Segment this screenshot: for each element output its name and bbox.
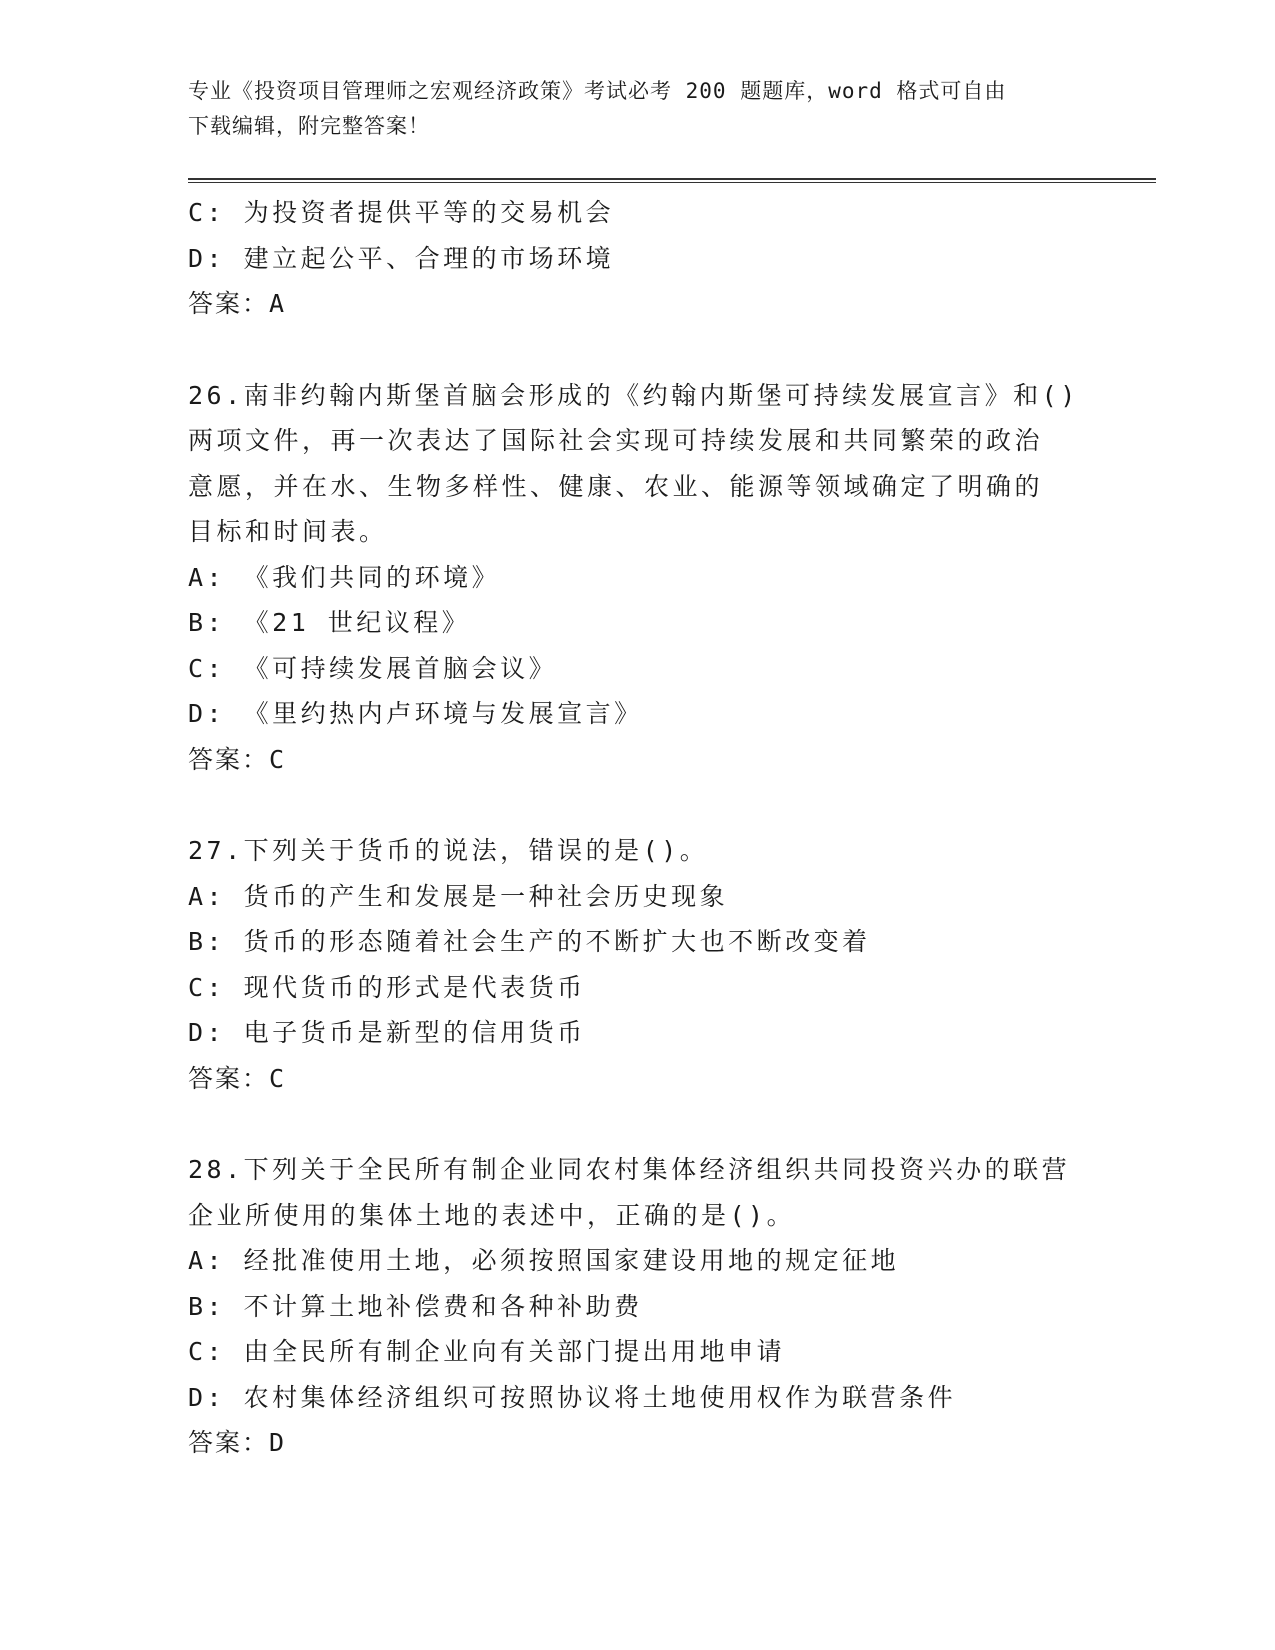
header-divider [188,178,1156,183]
answer-label: 答案： [188,289,270,318]
spacer [188,327,1088,373]
answer-line [188,1420,1088,1466]
answer-line [188,281,1088,327]
question-stem-line: 26.南非约翰内斯堡首脑会形成的《约翰内斯堡可持续发展宣言》和() [188,380,1079,410]
document-header [188,74,1068,144]
answer-line [188,737,1088,783]
spacer [188,1101,1088,1147]
option-b: B: 货币的形态随着社会生产的不断扩大也不断改变着 [188,927,871,956]
header-line-2: 下载编辑，附完整答案！ [188,114,430,138]
answer-label: 答案： [188,1428,270,1457]
answer-value: A [269,289,286,318]
option-c: C: 为投资者提供平等的交易机会 [188,198,615,227]
option-a: A: 经批准使用土地，必须按照国家建设用地的规定征地 [188,1246,900,1275]
question-list [188,190,1088,1466]
answer-line [188,1056,1088,1102]
answer-value: D [269,1428,286,1457]
option-d: D: 电子货币是新型的信用货币 [188,1018,586,1047]
question-stem-line: 28.下列关于全民所有制企业同农村集体经济组织共同投资兴办的联营 [188,1155,1071,1184]
spacer [188,782,1088,828]
question-25-tail [188,190,1088,327]
question-26 [188,373,1088,783]
question-stem-line: 意愿，并在水、生物多样性、健康、农业、能源等领域确定了明确的 [188,471,1044,501]
answer-label: 答案： [188,744,270,774]
answer-label: 答案： [188,1063,270,1093]
option-c: C: 由全民所有制企业向有关部门提出用地申请 [188,1337,786,1366]
header-line-1: 专业《投资项目管理师之宏观经济政策》考试必考 200 题题库，word 格式可自由 [188,79,1007,103]
question-27 [188,828,1088,1101]
question-stem-line: 27.下列关于货币的说法，错误的是()。 [188,836,709,865]
option-c: C: 现代货币的形式是代表货币 [188,972,586,1002]
option-a: A: 《我们共同的环境》 [188,562,501,592]
question-stem-line: 两项文件，再一次表达了国际社会实现可持续发展和共同繁荣的政治 [188,426,1044,455]
option-d: D: 建立起公平、合理的市场环境 [188,243,615,273]
option-a: A: 货币的产生和发展是一种社会历史现象 [188,881,729,911]
option-d: D: 《里约热内卢环境与发展宣言》 [188,699,643,728]
question-28 [188,1147,1088,1466]
answer-value: C [269,1063,286,1093]
answer-value: C [269,744,286,774]
option-d: D: 农村集体经济组织可按照协议将土地使用权作为联营条件 [188,1382,957,1412]
option-c: C: 《可持续发展首脑会议》 [188,653,558,683]
question-stem-line: 企业所使用的集体土地的表述中，正确的是()。 [188,1200,796,1230]
option-b: B: 不计算土地补偿费和各种补助费 [188,1291,643,1321]
option-b: B: 《21 世纪议程》 [188,608,471,637]
question-stem-line: 目标和时间表。 [188,517,388,546]
